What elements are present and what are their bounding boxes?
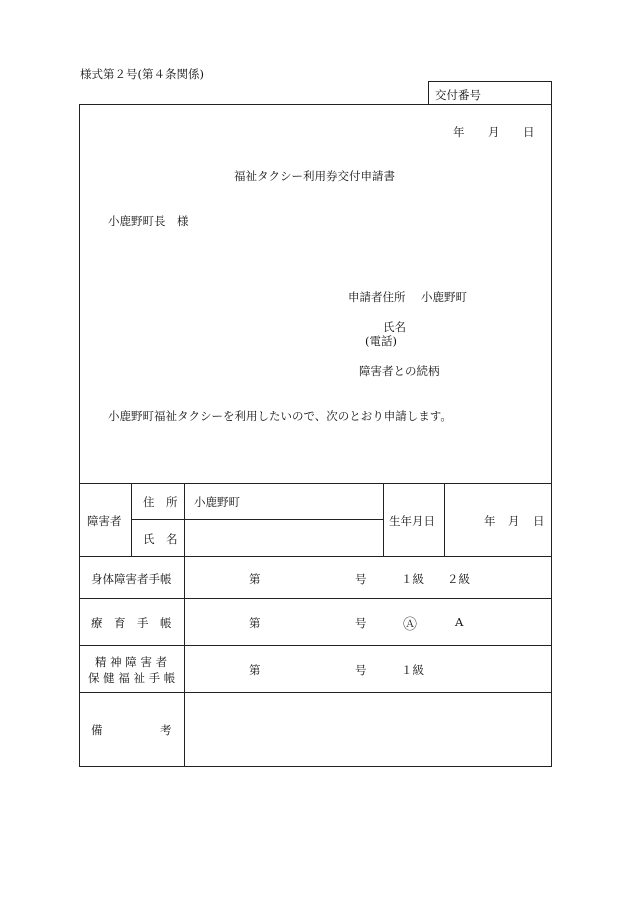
addressee: 小鹿野町長 様	[108, 214, 189, 228]
birthdate-day: 日	[533, 514, 545, 528]
disabled-name-field[interactable]	[185, 520, 382, 555]
applicant-name-label: 氏名	[383, 320, 406, 334]
rehab-go: 号	[355, 616, 367, 630]
col-divider-section	[131, 483, 132, 556]
application-form	[79, 104, 552, 767]
row-divider-2	[80, 598, 551, 599]
application-statement: 小鹿野町福祉タクシーを利用したいので、次のとおり申請します。	[108, 409, 452, 423]
issue-number-label: 交付番号	[435, 88, 481, 102]
col-divider-birth-label	[383, 483, 384, 556]
disabled-address-value[interactable]: 小鹿野町	[194, 495, 240, 509]
col-divider-birth-value	[444, 483, 445, 556]
mental-grade-1[interactable]: １級	[401, 663, 424, 677]
birthdate-year: 年	[484, 514, 496, 528]
date-day-label: 日	[523, 125, 535, 139]
physical-go: 号	[355, 572, 367, 586]
date-year-label: 年	[453, 125, 465, 139]
disabled-name-label: 氏 名	[143, 532, 178, 546]
birthdate-month: 月	[508, 514, 520, 528]
remarks-label-left: 備	[91, 723, 103, 737]
applicant-address-value[interactable]: 小鹿野町	[421, 290, 467, 304]
mental-certificate-label-1: 精 神 障 害 者	[95, 655, 168, 669]
remarks-field[interactable]	[185, 693, 550, 766]
physical-grade-2[interactable]: ２級	[447, 572, 470, 586]
rehab-grade-a-circled[interactable]: Ⓐ	[403, 617, 417, 633]
physical-dai: 第	[249, 572, 261, 586]
applicant-address-label: 申請者住所	[348, 290, 406, 304]
date-month-label: 月	[488, 125, 500, 139]
mental-dai: 第	[249, 663, 261, 677]
mental-go: 号	[355, 663, 367, 677]
rehab-certificate-label: 療 育 手 帳	[91, 616, 172, 630]
mental-certificate-label-2: 保 健 福 祉 手 帳	[88, 671, 176, 685]
form-number: 様式第２号(第４条関係)	[80, 67, 204, 81]
issue-number-box[interactable]	[428, 81, 552, 105]
row-divider-1	[80, 556, 551, 557]
applicant-phone-label: (電話)	[365, 334, 397, 348]
row-divider-3	[80, 645, 551, 646]
applicant-relation-label: 障害者との続柄	[359, 364, 440, 378]
rehab-grade-a[interactable]: A	[455, 615, 464, 629]
physical-certificate-label: 身体障害者手帳	[91, 572, 172, 586]
physical-grade-1[interactable]: １級	[401, 572, 424, 586]
remarks-label-right: 考	[160, 723, 172, 737]
table-top-border	[80, 483, 551, 484]
form-title: 福祉タクシー利用券交付申請書	[234, 169, 395, 183]
birthdate-label: 生年月日	[389, 514, 435, 528]
disabled-address-label: 住 所	[143, 495, 178, 509]
disabled-person-section-label: 障害者	[87, 514, 122, 528]
rehab-dai: 第	[249, 616, 261, 630]
